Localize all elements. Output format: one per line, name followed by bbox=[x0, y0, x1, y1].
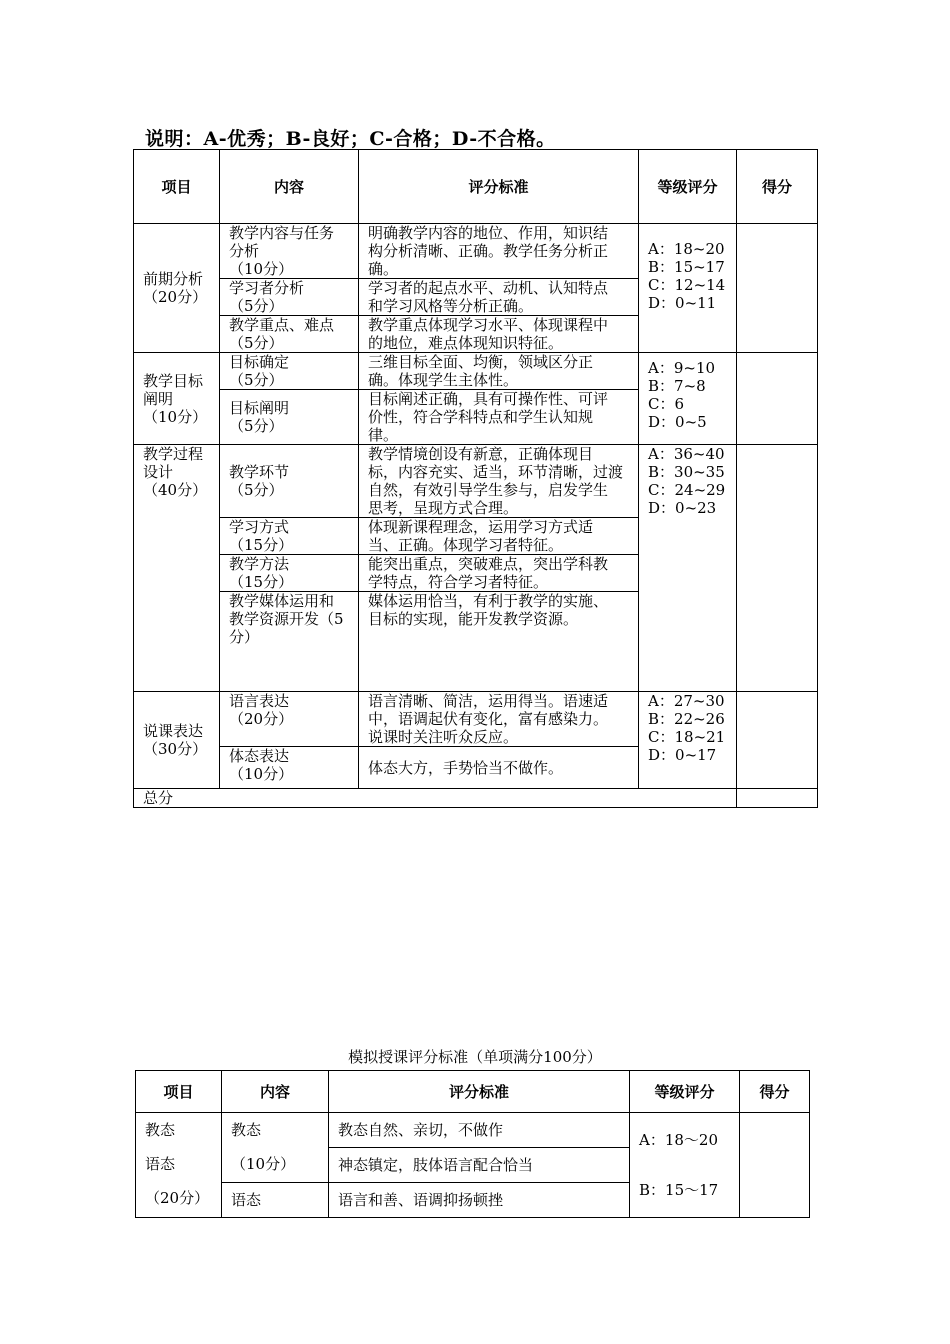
table-row bbox=[136, 1113, 810, 1148]
grade-cell: A：9~10 B：7~8 C：6 D：0~5 bbox=[639, 353, 737, 445]
project-cell: 教学过程 设计 （40分） bbox=[134, 445, 220, 692]
score-cell[interactable] bbox=[737, 692, 818, 789]
content-cell: 目标确定 （5分） bbox=[220, 353, 359, 390]
content-cell: 教学方法 （15分） bbox=[220, 555, 359, 592]
header-score: 得分 bbox=[737, 150, 818, 224]
content-cell: 目标阐明 （5分） bbox=[220, 390, 359, 445]
table-row bbox=[134, 445, 818, 518]
content-cell: 教学内容与任务 分析 （10分） bbox=[220, 224, 359, 279]
content-cell: 教学媒体运用和 教学资源开发（5 分） bbox=[220, 592, 359, 692]
content-cell: 学习方式 （15分） bbox=[220, 518, 359, 555]
criteria-cell: 教学重点体现学习水平、体现课程中 的地位，难点体现知识特征。 bbox=[359, 316, 639, 353]
grading-note: 说明：A-优秀；B-良好；C-合格；D-不合格。 bbox=[145, 128, 556, 150]
header-project: 项目 bbox=[134, 150, 220, 224]
criteria-cell: 体现新课程理念，运用学习方式适 当、正确。体现学习者特征。 bbox=[359, 518, 639, 555]
criteria-cell: 神态镇定，肢体语言配合恰当 bbox=[329, 1148, 630, 1183]
grade-cell: A：36~40 B：30~35 C：24~29 D：0~23 bbox=[639, 445, 737, 692]
criteria-cell: 学习者的起点水平、动机、认知特点 和学习风格等分析正确。 bbox=[359, 279, 639, 316]
content-cell: 教态 （10分） bbox=[222, 1113, 329, 1183]
total-score-cell[interactable] bbox=[737, 789, 818, 808]
table-row bbox=[134, 353, 818, 390]
score-cell[interactable] bbox=[740, 1113, 810, 1218]
header-project: 项目 bbox=[136, 1071, 222, 1113]
grade-cell: A：18~20 B：15~17 C：12~14 D：0~11 bbox=[639, 224, 737, 353]
total-row bbox=[134, 789, 818, 808]
project-cell: 前期分析 （20分） bbox=[134, 224, 220, 353]
content-cell: 语言表达 （20分） bbox=[220, 692, 359, 747]
header-criteria: 评分标准 bbox=[359, 150, 639, 224]
score-cell[interactable] bbox=[737, 445, 818, 692]
table-header-row bbox=[134, 150, 818, 224]
score-cell[interactable] bbox=[737, 224, 818, 353]
table-row bbox=[134, 224, 818, 279]
header-content: 内容 bbox=[222, 1071, 329, 1113]
criteria-cell: 能突出重点，突破难点，突出学科教 学特点，符合学习者特征。 bbox=[359, 555, 639, 592]
criteria-cell: 明确教学内容的地位、作用，知识结 构分析清晰、正确。教学任务分析正 确。 bbox=[359, 224, 639, 279]
project-cell: 教态 语态 （20分） bbox=[136, 1113, 222, 1218]
criteria-cell: 教学情境创设有新意，正确体现目 标，内容充实、适当，环节清晰，过渡 自然，有效引导学生参与，启发学生 思考，呈现方式合理。 bbox=[359, 445, 639, 518]
criteria-cell: 媒体运用恰当，有利于教学的实施、 目标的实现，能开发教学资源。 bbox=[359, 592, 639, 692]
header-content: 内容 bbox=[220, 150, 359, 224]
table-row bbox=[134, 692, 818, 747]
grade-cell: A：27~30 B：22~26 C：18~21 D：0~17 bbox=[639, 692, 737, 789]
content-cell: 体态表达 （10分） bbox=[220, 747, 359, 789]
header-score: 得分 bbox=[740, 1071, 810, 1113]
criteria-cell: 体态大方，手势恰当不做作。 bbox=[359, 747, 639, 789]
score-cell[interactable] bbox=[737, 353, 818, 445]
mock-teaching-scoring-table bbox=[135, 1070, 810, 1218]
criteria-cell: 语言和善、语调抑扬顿挫 bbox=[329, 1183, 630, 1218]
project-cell: 教学目标 阐明 （10分） bbox=[134, 353, 220, 445]
lecture-scoring-table bbox=[133, 149, 818, 808]
table2-caption: 模拟授课评分标准（单项满分100分） bbox=[348, 1048, 602, 1066]
criteria-cell: 教态自然、亲切，不做作 bbox=[329, 1113, 630, 1148]
content-cell: 语态 bbox=[222, 1183, 329, 1218]
header-grade: 等级评分 bbox=[639, 150, 737, 224]
content-cell: 学习者分析 （5分） bbox=[220, 279, 359, 316]
header-criteria: 评分标准 bbox=[329, 1071, 630, 1113]
criteria-cell: 语言清晰、简洁，运用得当。语速适 中，语调起伏有变化，富有感染力。 说课时关注听众反应。 bbox=[359, 692, 639, 747]
table-header-row bbox=[136, 1071, 810, 1113]
grade-cell: A：18〜20 B：15〜17 bbox=[630, 1113, 740, 1218]
project-cell: 说课表达 （30分） bbox=[134, 692, 220, 789]
content-cell: 教学重点、难点 （5分） bbox=[220, 316, 359, 353]
header-grade: 等级评分 bbox=[630, 1071, 740, 1113]
total-label: 总分 bbox=[134, 789, 737, 808]
content-cell: 教学环节 （5分） bbox=[220, 445, 359, 518]
criteria-cell: 三维目标全面、均衡，领域区分正 确。体现学生主体性。 bbox=[359, 353, 639, 390]
criteria-cell: 目标阐述正确，具有可操作性、可评 价性，符合学科特点和学生认知规 律。 bbox=[359, 390, 639, 445]
